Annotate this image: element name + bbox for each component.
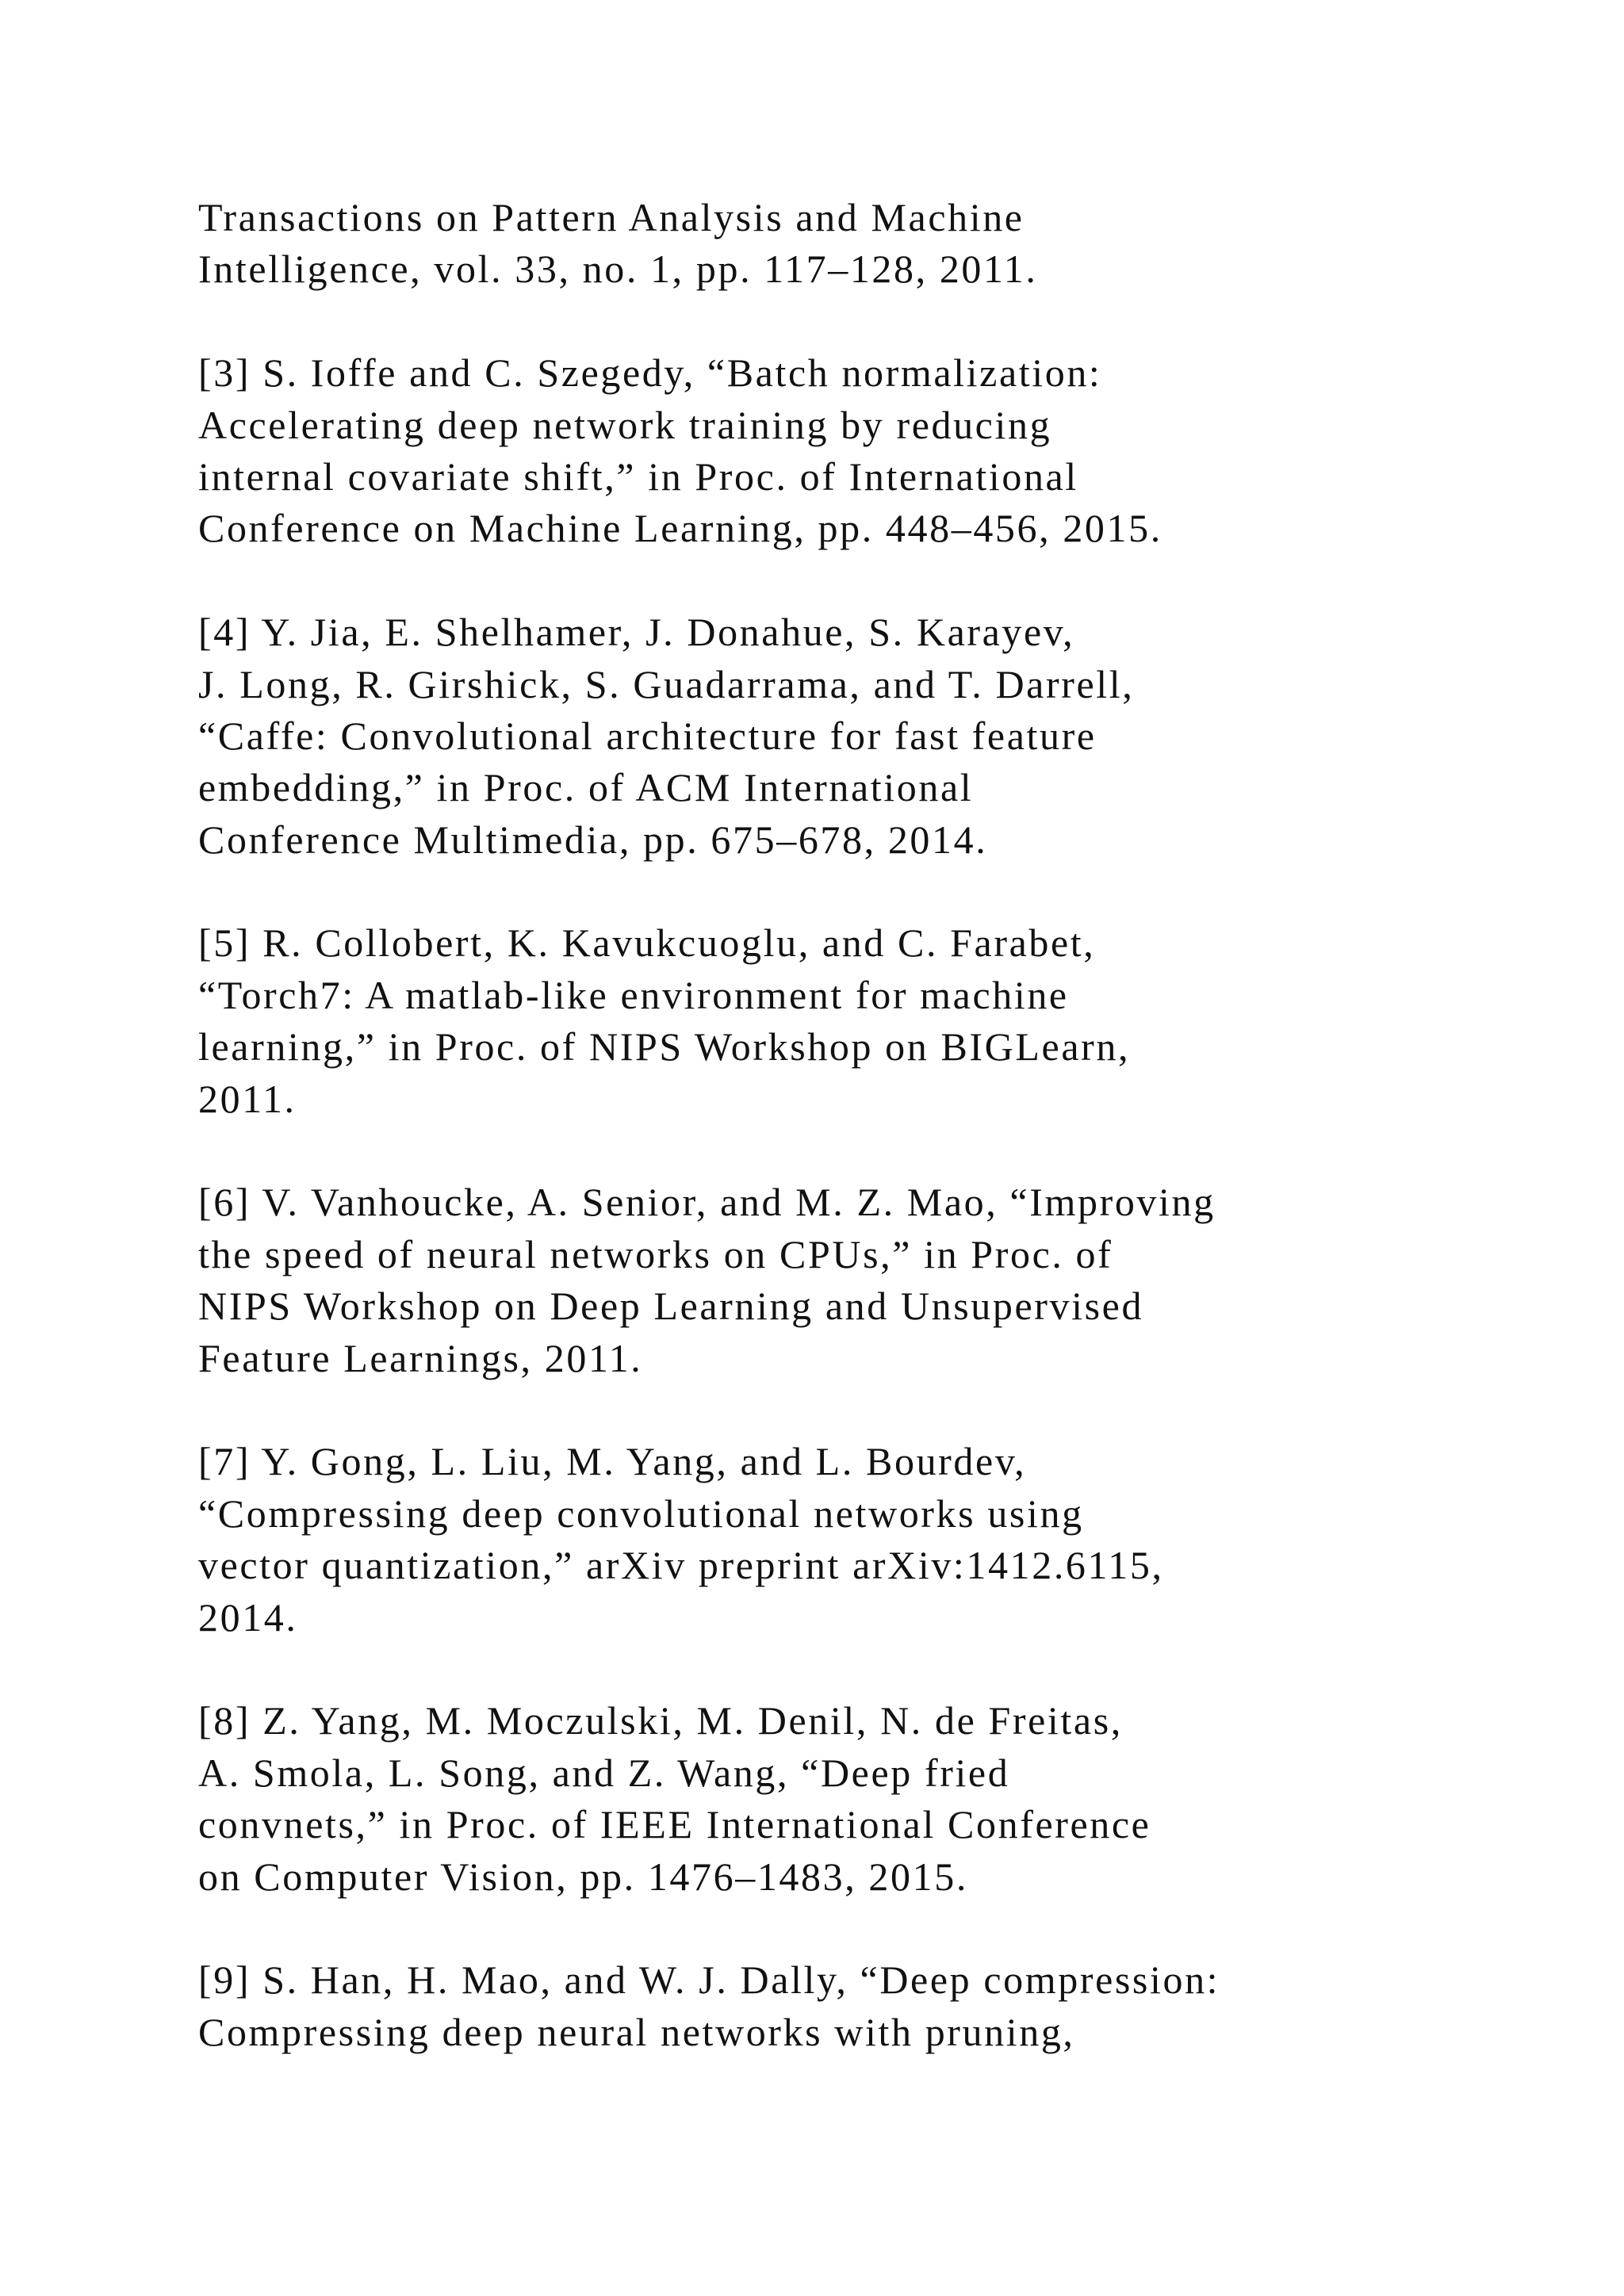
reference-line: Conference on Machine Learning, pp. 448–456, 2015. <box>198 506 1162 551</box>
reference-line: J. Long, R. Girshick, S. Guadarrama, and T. Darrell, <box>198 661 1135 706</box>
reference-entry-9 <box>198 1954 1546 2058</box>
reference-line: [3] S. Ioffe and C. Szegedy, “Batch normalization: <box>198 350 1102 396</box>
reference-line: Conference Multimedia, pp. 675–678, 2014. <box>198 817 988 862</box>
reference-entry-5 <box>198 917 1546 1125</box>
reference-line: “Caffe: Convolutional architecture for fast feature <box>198 713 1097 758</box>
reference-entry-7 <box>198 1436 1546 1644</box>
reference-line: 2014. <box>198 1594 298 1640</box>
reference-line: [8] Z. Yang, M. Moczulski, M. Denil, N. de Freitas, <box>198 1698 1123 1743</box>
reference-line: [7] Y. Gong, L. Liu, M. Yang, and L. Bourdev, <box>198 1439 1027 1484</box>
reference-line: Accelerating deep network training by reducing <box>198 402 1052 447</box>
reference-list <box>198 192 1546 2110</box>
reference-line: [6] V. Vanhoucke, A. Senior, and M. Z. Mao, “Improving <box>198 1180 1216 1225</box>
reference-line: Intelligence, vol. 33, no. 1, pp. 117–128, 2011. <box>198 247 1038 292</box>
reference-line: Compressing deep neural networks with pruning, <box>198 2009 1075 2054</box>
reference-line: [9] S. Han, H. Mao, and W. J. Dally, “Deep compression: <box>198 1957 1220 2003</box>
reference-line: 2011. <box>198 1076 297 1121</box>
reference-line: Transactions on Pattern Analysis and Machine <box>198 195 1025 239</box>
reference-entry-8 <box>198 1695 1546 1903</box>
reference-line: internal covariate shift,” in Proc. of International <box>198 453 1078 499</box>
reference-line: vector quantization,” arXiv preprint arXiv:1412.6115, <box>198 1543 1164 1588</box>
reference-line: the speed of neural networks on CPUs,” in Proc. of <box>198 1231 1113 1276</box>
reference-entry-4 <box>198 607 1546 866</box>
reference-line: NIPS Workshop on Deep Learning and Unsupervised <box>198 1284 1144 1329</box>
reference-line: A. Smola, L. Song, and Z. Wang, “Deep fried <box>198 1750 1010 1795</box>
reference-line: learning,” in Proc. of NIPS Workshop on BIGLearn, <box>198 1024 1131 1070</box>
reference-line: [5] R. Collobert, K. Kavukcuoglu, and C. Farabet, <box>198 920 1096 966</box>
reference-line: Feature Learnings, 2011. <box>198 1335 643 1380</box>
reference-line: embedding,” in Proc. of ACM International <box>198 765 974 810</box>
reference-line: “Compressing deep convolutional networks using <box>198 1490 1084 1536</box>
reference-line: on Computer Vision, pp. 1476–1483, 2015. <box>198 1854 968 1899</box>
reference-entry-6 <box>198 1177 1546 1384</box>
reference-line: “Torch7: A matlab-like environment for machine <box>198 972 1069 1017</box>
reference-entry-3 <box>198 347 1546 555</box>
reference-line: convnets,” in Proc. of IEEE International Conference <box>198 1802 1151 1847</box>
reference-entry-continued <box>198 192 1546 296</box>
reference-line: [4] Y. Jia, E. Shelhamer, J. Donahue, S. Karayev, <box>198 610 1075 655</box>
